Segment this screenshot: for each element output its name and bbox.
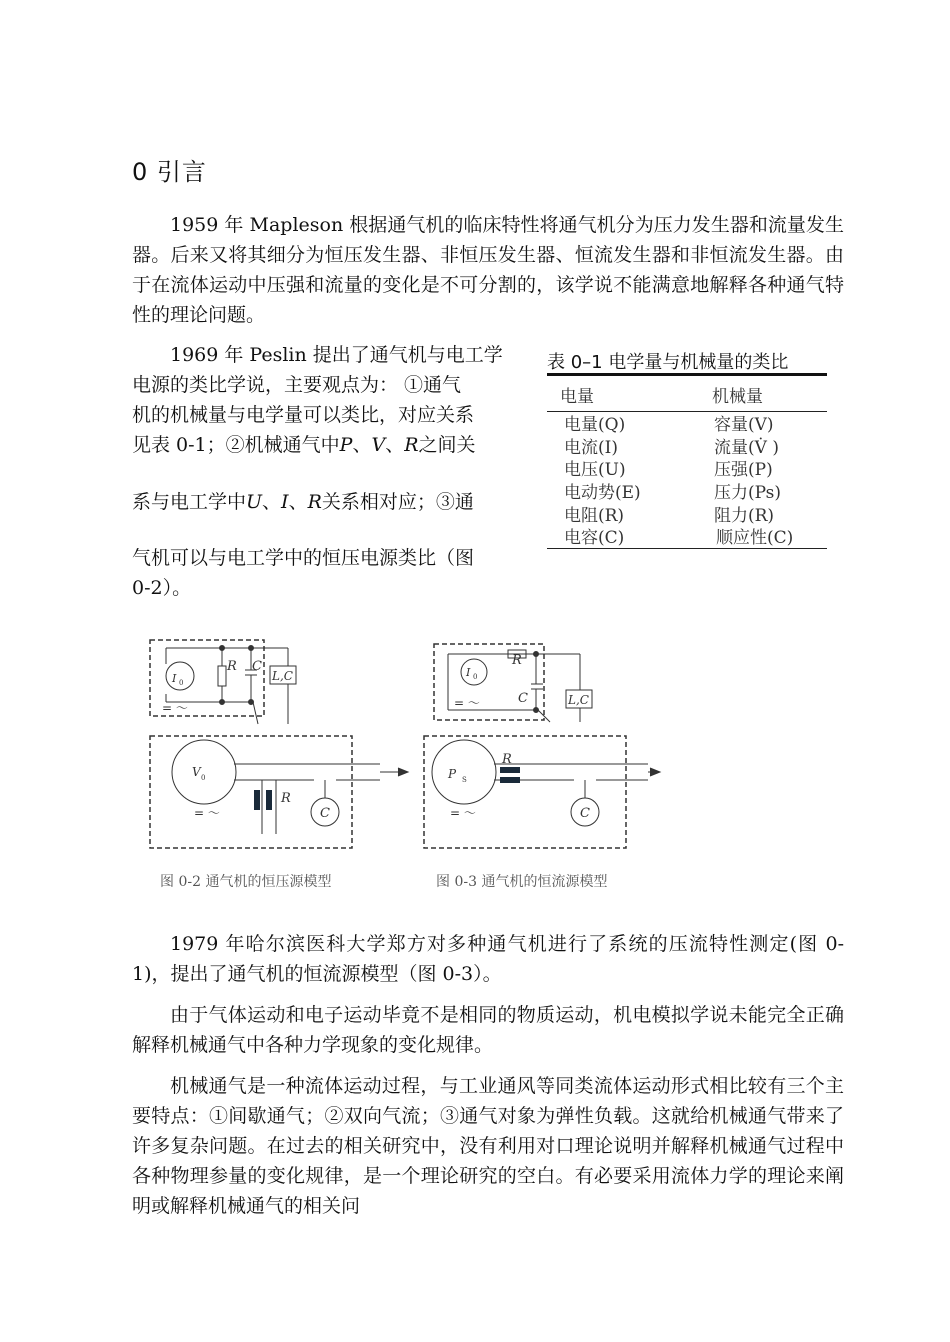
volume-chamber	[172, 740, 236, 804]
paragraph-mechanical-ventilation: 机械通气是一种流体运动过程，与工业通风等同类流体运动形式相比较有三个主要特点：①间歇通气；②双向气流；③通气对象为弹性负载。这就给机械通气带来了许多复杂问题。在过去的相关研究中，没有利用对口理论说明并解释机械通气过程中各种物理参量的变化规律，是一个理论研究的空白。有必要采用流体力学的理论来阐明或解释机械通气的相关问	[132, 1075, 844, 1217]
ac-symbol: = ～	[194, 806, 220, 820]
table-header-electrical: 电量	[560, 387, 594, 407]
symbol-i: I	[281, 491, 289, 513]
peslin-line-4-text-a: 见表 0-1；②机械通气中	[132, 434, 340, 456]
resistor-label: R	[502, 752, 512, 767]
lc-label: L,C	[568, 693, 589, 707]
paragraph-limitation: 由于气体运动和电子运动毕竟不是相同的物质运动，机电模拟学说未能完全正确解释机械通气中各种力学现象的变化规律。	[132, 1004, 844, 1056]
ac-symbol: = ～	[450, 806, 476, 820]
symbol-v: V	[371, 434, 386, 456]
peslin-line-4	[132, 430, 544, 460]
pressure-label: P	[448, 767, 457, 781]
ac-symbol: = ～	[454, 696, 480, 710]
capacitor-label: C	[518, 691, 528, 706]
table-cell: 电阻(R)	[564, 506, 625, 526]
table-bottom-rule	[547, 548, 827, 549]
table-header-mechanical: 机械量	[712, 387, 763, 407]
table-header-rule	[547, 411, 827, 412]
peslin-line-4-text-b: 之间关	[418, 434, 476, 456]
symbol-r: R	[404, 434, 419, 456]
table-title: 表 0–1 电学量与机械量的类比	[547, 352, 789, 373]
table-cell: 电容(C)	[564, 528, 625, 548]
peslin-line-2: 电源的类比学说，主要观点为： ①通气	[132, 374, 462, 396]
symbol-r: R	[307, 491, 322, 513]
peslin-line-5-text-b: 关系相对应；③通	[321, 491, 474, 513]
resistor-label: R	[281, 791, 291, 806]
paragraph-mapleson: 1959 年 Mapleson 根据通气机的临床特性将通气机分为压力发生器和流量发生器。后来又将其细分为恒压发生器、非恒压发生器、恒流发生器和非恒流发生器。由于在流体运动中压强和流量的变化是不可分割的，该学说不能满意地解释各种通气特性的理论问题。	[132, 214, 844, 326]
peslin-line-6: 气机可以与电工学中的恒压电源类比（图	[132, 547, 475, 569]
ventilator-model-figure	[148, 630, 668, 900]
compliance-label: C	[320, 806, 330, 821]
resistor-label: R	[512, 653, 522, 668]
figure-caption-0-3: 图 0-3 通气机的恒流源模型	[436, 874, 608, 890]
paragraph-zheng-fang: 1979 年哈尔滨医科大学郑方对多种通气机进行了系统的压流特性测定(图 0-1)，提出了通气机的恒流源模型（图 0-3）。	[132, 933, 844, 985]
table-cell: 电流(I)	[564, 438, 618, 458]
peslin-line-5	[132, 487, 544, 517]
table-cell: 电压(U)	[564, 460, 626, 480]
source-label: I	[172, 672, 177, 685]
section-heading: 0 引言	[132, 158, 207, 186]
figure-caption-0-2: 图 0-2 通气机的恒压源模型	[160, 874, 332, 890]
table-cell: 电动势(E)	[564, 483, 641, 503]
left-chamber-lower	[150, 736, 408, 848]
peslin-line-1: 1969 年 Peslin 提出了通气机与电工学	[170, 344, 503, 366]
source-circle	[461, 659, 487, 685]
table-cell: 流量(V̇ )	[714, 438, 779, 458]
lc-label: L,C	[272, 669, 293, 683]
subscript: 0	[179, 679, 184, 687]
table-cell: 压强(P)	[714, 460, 773, 480]
table-cell: 容量(V)	[714, 415, 774, 435]
table-top-rule	[547, 373, 827, 376]
resistor-label: R	[227, 659, 237, 674]
symbol-p: P	[339, 434, 353, 456]
separator: 、	[352, 434, 372, 456]
volume-label: V	[192, 765, 201, 779]
subscript: 0	[473, 673, 478, 681]
source-label: I	[466, 666, 471, 679]
peslin-line-7: 0-2）。	[132, 577, 192, 599]
table-cell: 压力(Ps)	[714, 483, 781, 503]
table-cell: 顺应性(C)	[716, 528, 794, 548]
subscript: S	[462, 776, 467, 784]
peslin-line-3: 机的机械量与电学量可以类比，对应关系	[132, 404, 475, 426]
peslin-line-5-text-a: 系与电工学中	[132, 491, 247, 513]
compliance-label: C	[580, 806, 590, 821]
subscript: 0	[201, 774, 206, 782]
pressure-chamber	[432, 740, 496, 804]
ac-symbol: = ～	[162, 701, 188, 715]
table-cell: 电量(Q)	[564, 415, 626, 435]
separator: 、	[288, 491, 308, 513]
separator: 、	[385, 434, 405, 456]
symbol-u: U	[246, 491, 263, 513]
capacitor-label: C	[252, 659, 262, 674]
table-cell: 阻力(R)	[714, 506, 775, 526]
right-chamber-lower	[424, 736, 660, 848]
separator: 、	[262, 491, 282, 513]
